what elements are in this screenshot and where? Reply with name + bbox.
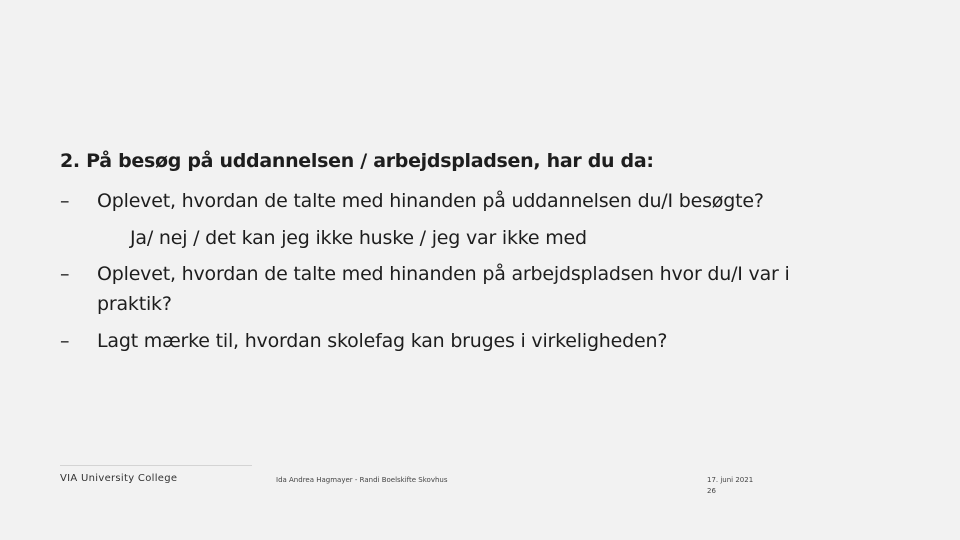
footer-date: 17. juni 2021: [707, 476, 754, 484]
bullet-dash: –: [60, 190, 70, 212]
answer-options: Ja/ nej / det kan jeg ikke huske / jeg var ikke med: [130, 227, 587, 249]
bullet-text: Lagt mærke til, hvordan skolefag kan bruges i virkeligheden?: [97, 330, 668, 352]
bullet-continuation-text: praktik?: [97, 293, 172, 315]
footer-divider: [60, 465, 252, 466]
bullet-text: Oplevet, hvordan de talte med hinanden på arbejdspladsen hvor du/I var i: [97, 263, 790, 285]
bullet-text: Oplevet, hvordan de talte med hinanden på uddannelsen du/I besøgte?: [97, 190, 764, 212]
page-number: 26: [707, 487, 716, 495]
footer-author: Ida Andrea Hagmayer - Randi Boelskifte Skovhus: [276, 476, 448, 484]
via-logo: VIA University College: [60, 473, 178, 484]
bullet-dash: –: [60, 330, 70, 352]
slide-heading: 2. På besøg på uddannelsen / arbejdspladsen, har du da:: [60, 150, 654, 172]
bullet-dash: –: [60, 263, 70, 285]
